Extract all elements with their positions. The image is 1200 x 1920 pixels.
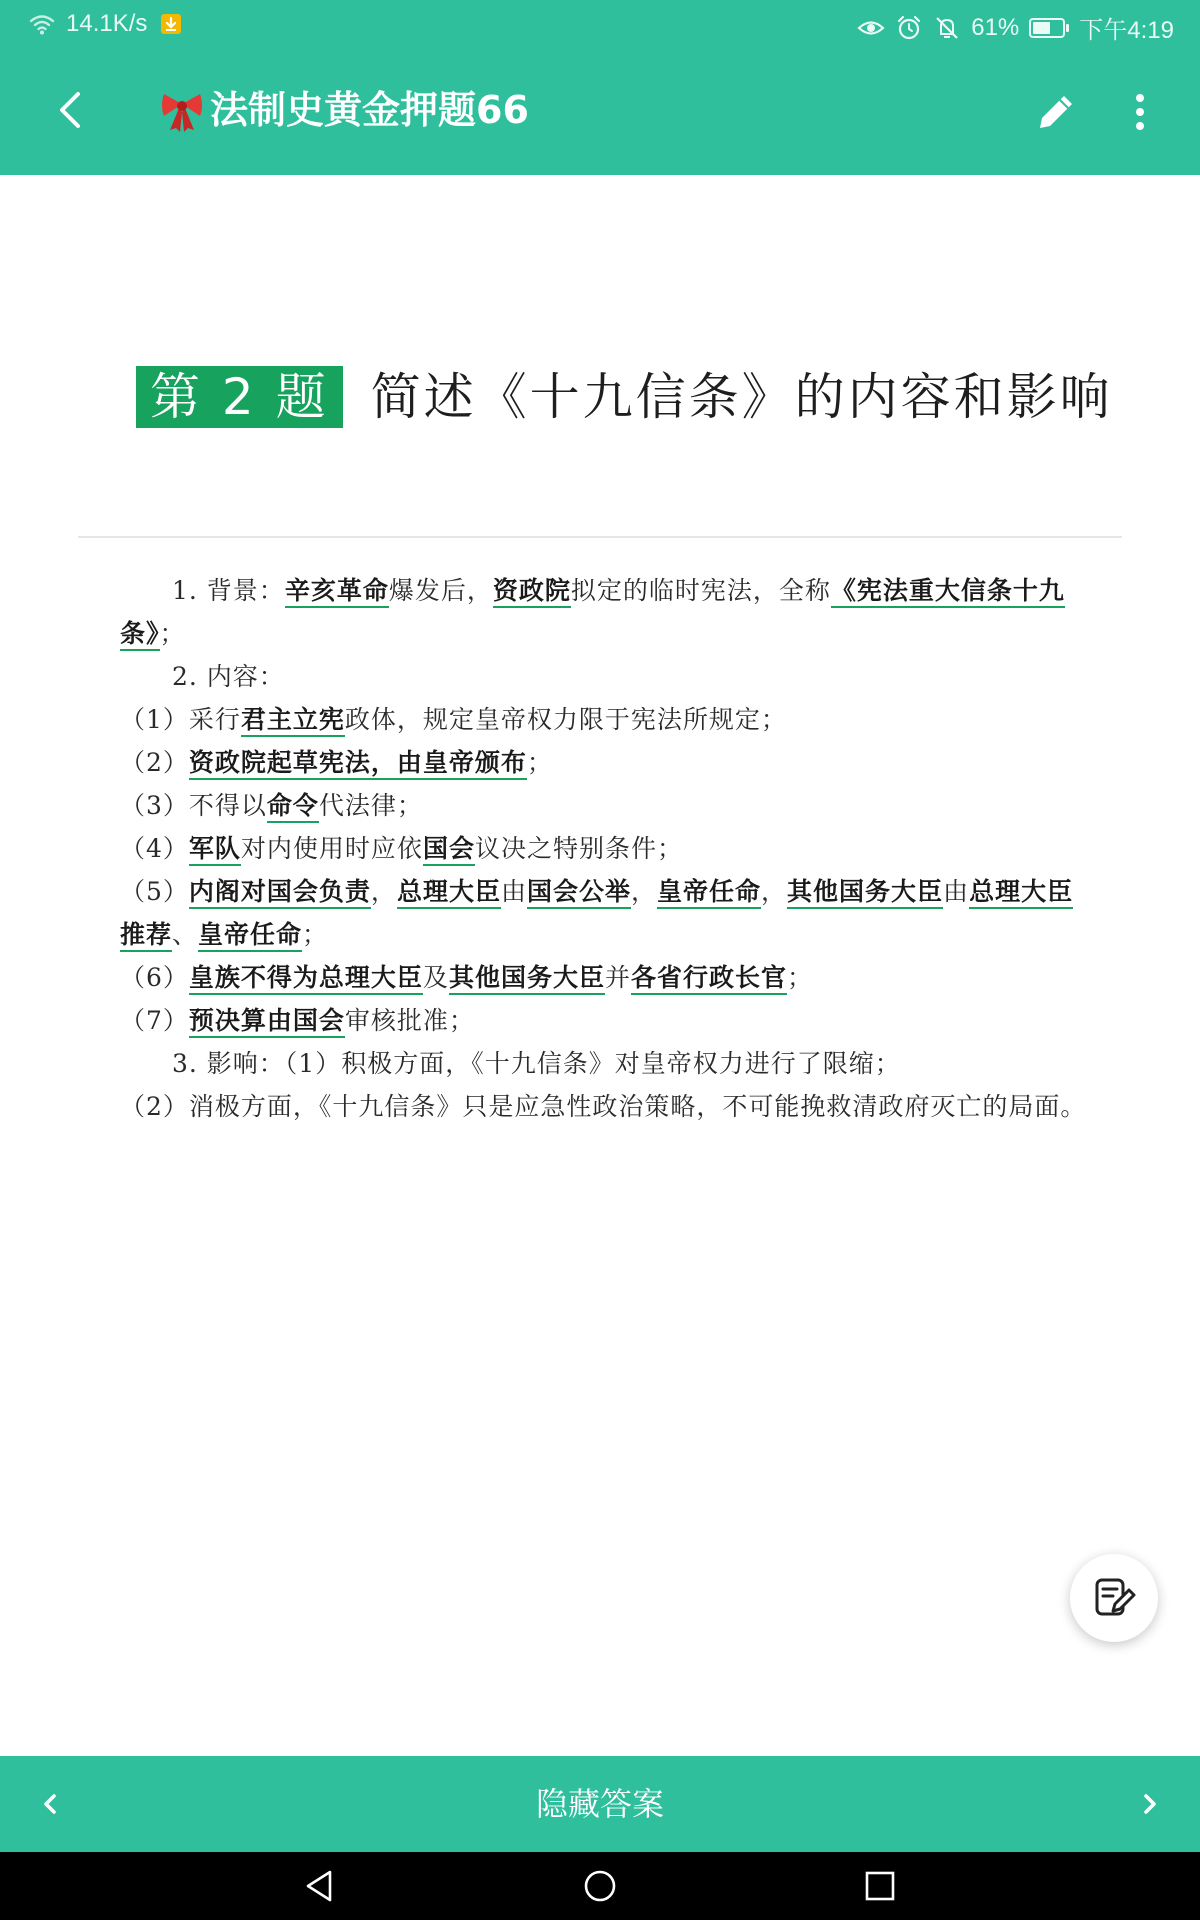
question-heading xyxy=(136,366,1113,428)
hide-answer-button[interactable]: 隐藏答案 xyxy=(535,1785,664,1823)
answer-text: 3. 影响：（1）积极方面，《十九信条》对皇帝权力进行了限缩； xyxy=(172,1049,901,1078)
answer-text: 审核批准； xyxy=(344,1006,475,1035)
bottom-bar xyxy=(0,1756,1200,1852)
answer-text: （6） xyxy=(120,963,189,992)
answer-text: （2）消极方面，《十九信条》只是应急性政治策略，不可能挽救清政府灭亡的局面。 xyxy=(120,1092,1087,1121)
status-bar xyxy=(0,0,1200,48)
answer-text: 及 xyxy=(422,963,449,992)
answer-text: 代法律； xyxy=(318,791,423,820)
keyword-highlight: 皇帝任命 xyxy=(198,920,302,952)
answer-paragraph xyxy=(120,827,1090,870)
eye-icon xyxy=(857,14,885,42)
keyword-highlight: 辛亥革命 xyxy=(285,576,389,608)
answer-text: 、 xyxy=(172,920,199,949)
answer-paragraph xyxy=(120,698,1090,741)
system-nav-bar xyxy=(0,1852,1200,1920)
keyword-highlight: 国会公举 xyxy=(527,877,631,909)
keyword-highlight: 内阁对国会负责 xyxy=(189,877,371,909)
answer-text: （3）不得以 xyxy=(120,791,267,820)
status-left xyxy=(28,10,185,38)
mute-icon xyxy=(933,14,961,42)
ribbon-bow-icon xyxy=(158,86,206,134)
page-title xyxy=(158,84,529,136)
network-speed: 14.1K/s xyxy=(66,10,148,37)
note-edit-icon xyxy=(1091,1575,1137,1621)
answer-paragraph xyxy=(120,956,1090,999)
answer-paragraph xyxy=(120,569,1090,655)
wifi-icon xyxy=(28,10,56,38)
keyword-highlight: 命令 xyxy=(267,791,319,823)
answer-text: 拟定的临时宪法，全称 xyxy=(570,576,831,605)
answer-paragraph xyxy=(120,870,1090,956)
keyword-highlight: 资政院 xyxy=(493,576,571,608)
keyword-highlight: 资政院起草宪法，由皇帝颁布 xyxy=(189,748,527,780)
keyword-highlight: 其他国务大臣 xyxy=(449,963,605,995)
keyword-highlight: 各省行政长官 xyxy=(631,963,787,995)
answer-text: 议决之特别条件； xyxy=(474,834,683,863)
keyword-highlight: 君主立宪 xyxy=(241,705,345,737)
answer-paragraph xyxy=(120,741,1090,784)
answer-text: 对内使用时应依 xyxy=(240,834,423,863)
answer-text: 政体，规定皇帝权力限于宪法所规定； xyxy=(344,705,787,734)
answer-text: 由 xyxy=(500,877,527,906)
keyword-highlight: 皇族不得为总理大臣 xyxy=(189,963,423,995)
pencil-icon[interactable] xyxy=(1034,90,1078,134)
chevron-right-icon[interactable] xyxy=(1128,1780,1172,1828)
answer-text: ； xyxy=(526,748,553,777)
keyword-highlight: 其他国务大臣 xyxy=(787,877,943,909)
answer-text: ， xyxy=(761,877,788,906)
clock: 下午4:19 xyxy=(1079,17,1174,44)
app-bar xyxy=(0,48,1200,175)
divider xyxy=(78,536,1122,538)
answer-text: 2. 内容： xyxy=(172,662,285,691)
back-arrow-icon[interactable] xyxy=(46,84,98,136)
nav-home-icon[interactable] xyxy=(580,1866,620,1906)
answer-text: （1）采行 xyxy=(120,705,241,734)
answer-paragraph xyxy=(120,655,1090,698)
question-number-badge: 第 2 题 xyxy=(136,366,343,428)
note-button[interactable] xyxy=(1070,1554,1158,1642)
answer-body xyxy=(120,569,1090,1128)
keyword-highlight: 预决算由国会 xyxy=(189,1006,345,1038)
header xyxy=(0,0,1200,175)
keyword-highlight: 总理大臣 xyxy=(397,877,501,909)
battery-icon xyxy=(1029,18,1069,38)
answer-text: ， xyxy=(630,877,657,906)
answer-paragraph xyxy=(120,784,1090,827)
answer-paragraph xyxy=(120,1085,1090,1128)
answer-text: （5） xyxy=(120,877,189,906)
answer-text: （2） xyxy=(120,748,189,777)
chevron-left-icon[interactable] xyxy=(28,1780,72,1828)
answer-text: 爆发后， xyxy=(388,576,493,605)
answer-text: ； xyxy=(786,963,813,992)
download-icon xyxy=(157,10,185,38)
keyword-highlight: 皇帝任命 xyxy=(657,877,761,909)
nav-back-icon[interactable] xyxy=(300,1866,340,1906)
keyword-highlight: 军队 xyxy=(189,834,241,866)
more-vertical-icon[interactable] xyxy=(1124,88,1156,136)
answer-text: 并 xyxy=(604,963,631,992)
answer-text: （4） xyxy=(120,834,189,863)
battery-percent: 61% xyxy=(971,13,1020,41)
status-right xyxy=(857,10,1174,45)
answer-text: 由 xyxy=(943,877,970,906)
keyword-highlight: 国会 xyxy=(423,834,475,866)
answer-paragraph xyxy=(120,1042,1090,1085)
answer-paragraph xyxy=(120,999,1090,1042)
app-title-text: 法制史黄金押题66 xyxy=(210,88,529,132)
keyword-highlight: 总理大臣推荐 xyxy=(120,877,1073,952)
keyword-highlight: 《宪法重大信条十九条》 xyxy=(120,576,1065,651)
answer-text: ； xyxy=(159,619,186,648)
alarm-icon xyxy=(895,14,923,42)
answer-text: ； xyxy=(302,920,329,949)
answer-text: ， xyxy=(370,877,397,906)
nav-recents-icon[interactable] xyxy=(860,1866,900,1906)
answer-text: （7） xyxy=(120,1006,189,1035)
question-title: 简述《十九信条》的内容和影响 xyxy=(370,368,1113,426)
answer-text: 1. 背景： xyxy=(172,576,285,605)
